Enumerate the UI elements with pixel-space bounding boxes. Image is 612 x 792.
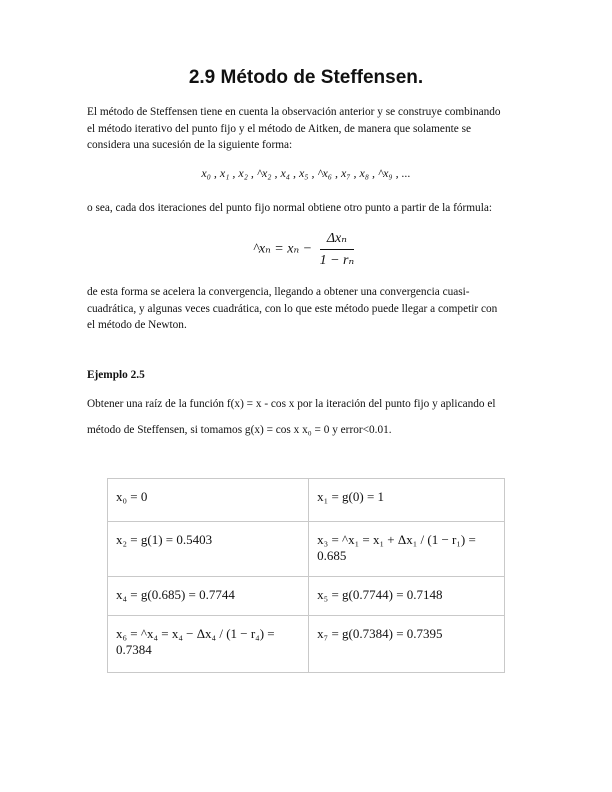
table-cell: x₆ = ^x₄ = x₄ − Δx₄ / (1 − r₄) = 0.7384	[108, 616, 309, 673]
sequence-formula: x₀ , x₁ , x₂ , ^x₂ , x₄ , x₅ , ^x₆ , x₇ , x₈ , ^x₉ , ...	[201, 166, 411, 180]
table-row	[108, 522, 505, 577]
formula-numerator: Δxₙ	[320, 230, 355, 250]
table-cell: x₁ = g(0) = 1	[309, 479, 505, 522]
intro-line: considera una sucesión de la siguiente forma:	[87, 139, 293, 151]
table-row	[108, 479, 505, 522]
table-cell: x₀ = 0	[108, 479, 309, 522]
example-text-2: método de Steffensen, si tomamos g(x) = cos x x₀ = 0 y error<0.01.	[87, 424, 392, 436]
after-line: de esta forma se acelera la convergencia, llegando a obtener una convergencia cuasi-	[87, 286, 470, 298]
table-row	[108, 577, 505, 616]
table-cell: x₂ = g(1) = 0.5403	[108, 522, 309, 577]
formula-denominator: 1 − rₙ	[319, 253, 355, 268]
intro2-paragraph: o sea, cada dos iteraciones del punto fijo normal obtiene otro punto a partir de la fórmula:	[87, 202, 492, 214]
formula-lhs: ^xₙ = xₙ −	[253, 241, 313, 257]
example-text-1: Obtener una raíz de la función f(x) = x - cos x por la iteración del punto fijo y aplicando el	[87, 398, 496, 410]
steffensen-formula	[253, 230, 354, 269]
after-paragraph	[87, 284, 527, 334]
page-title: 2.9 Método de Steffensen.	[188, 67, 424, 88]
after-line: el método de Newton.	[87, 319, 187, 331]
intro-line: el método iterativo del punto fijo y el método de Aitken, de manera que solamente se	[87, 122, 471, 135]
table-cell: x₃ = ^x₁ = x₁ + Δx₁ / (1 − r₁) = 0.685	[309, 522, 505, 577]
example-heading: Ejemplo 2.5	[87, 369, 145, 381]
intro-line: El método de Steffensen tiene en cuenta la observación anterior y se construye combinando	[87, 106, 501, 118]
formula-fraction	[320, 230, 355, 269]
table-row	[108, 616, 505, 673]
table-cell: x₄ = g(0.685) = 0.7744	[108, 577, 309, 616]
after-line: cuadrática, y algunas veces cuadrática, con lo que este método puede llegar a competir con	[87, 302, 498, 315]
table-cell: x₇ = g(0.7384) = 0.7395	[309, 616, 505, 673]
intro-paragraph	[87, 104, 527, 154]
table-cell: x₅ = g(0.7744) = 0.7148	[309, 577, 505, 616]
iteration-table	[107, 478, 505, 673]
